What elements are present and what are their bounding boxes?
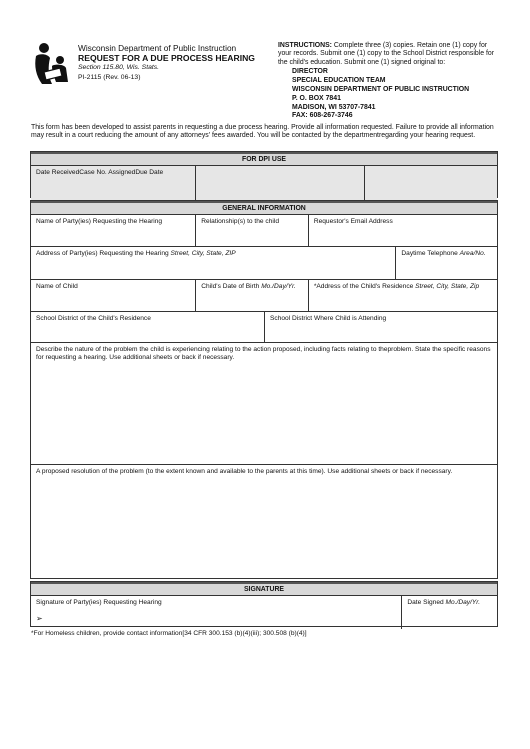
fax-number: FAX: 608-267-3746 xyxy=(292,112,353,119)
child-address-field[interactable] xyxy=(308,280,497,311)
intro-paragraph: This form has been developed to assist parents in requesting a due process hearing. Provide all information requested. Failure to provide all information may result in a court reducing the amount of any attorneys' fees awarded. You will be contacted by the departmentregarding your hearing request. xyxy=(31,124,494,140)
case-no-label: Case No. Assigned xyxy=(79,169,136,176)
date-signed-field[interactable] xyxy=(401,596,497,629)
agency-name: Wisconsin Department of Public Instruction xyxy=(78,43,237,53)
form-title: REQUEST FOR A DUE PROCESS HEARING xyxy=(78,53,255,63)
party-address-field[interactable] xyxy=(31,247,395,279)
dpi-use-band: FOR DPI USE xyxy=(31,152,497,165)
child-dob-label: Child's Date of Birth xyxy=(201,283,262,290)
parent-child-reading-logo-icon xyxy=(30,42,76,88)
email-field[interactable] xyxy=(308,215,497,246)
district-attending-field[interactable] xyxy=(264,312,497,342)
date-received-label: Date Received xyxy=(36,169,80,176)
instructions xyxy=(278,42,500,67)
statute-reference: Section 115.80, Wis. Stats. xyxy=(78,64,160,71)
signature-section xyxy=(30,581,498,627)
signature-field[interactable] xyxy=(31,596,401,629)
due-date-label: Due Date xyxy=(135,169,164,176)
instructions-label: INSTRUCTIONS: xyxy=(278,42,332,49)
homeless-footnote: *For Homeless children, provide contact information[34 CFR 300.153 (b)(4)(iii); 300.508 (b)(4)] xyxy=(31,630,307,637)
arrow-icon: ➢ xyxy=(36,614,43,623)
child-address-hint: Street, City, State, Zip xyxy=(415,283,480,290)
general-information-band: GENERAL INFORMATION xyxy=(31,201,497,214)
party-name-field[interactable] xyxy=(31,215,195,246)
child-dob-hint: Mo./Day/Yr. xyxy=(261,283,296,290)
dpi-use-section xyxy=(30,151,498,198)
address-line: DIRECTOR xyxy=(292,68,328,75)
problem-description-label: Describe the nature of the problem the child is experiencing relating to the action proposed, including facts relating to theproblem. State the specific reasons for requesting a hearing. Use additional sheets or back if necessary. xyxy=(36,346,491,362)
problem-description-field[interactable] xyxy=(31,343,497,464)
district-residence-label: School District of the Child's Residence xyxy=(36,315,151,322)
general-information-section xyxy=(30,200,498,579)
proposed-resolution-field[interactable] xyxy=(31,465,497,586)
child-name-label: Name of Child xyxy=(36,283,78,290)
case-no-field[interactable] xyxy=(195,166,363,200)
party-address-hint: Street, City, State, ZIP xyxy=(170,250,236,257)
mailing-address xyxy=(292,68,469,113)
district-attending-label: School District Where Child is Attending xyxy=(270,315,387,322)
due-date-field[interactable] xyxy=(364,166,497,200)
address-line: WISCONSIN DEPARTMENT OF PUBLIC INSTRUCTION xyxy=(292,85,470,93)
signature-label: Signature of Party(ies) Requesting Hearing xyxy=(36,599,162,606)
child-dob-field[interactable] xyxy=(195,280,308,311)
signature-band: SIGNATURE xyxy=(31,582,497,595)
party-name-label: Name of Party(ies) Requesting the Hearing xyxy=(36,218,163,225)
form-number: PI-2115 (Rev. 06-13) xyxy=(78,74,141,81)
relationship-field[interactable] xyxy=(195,215,308,246)
daytime-phone-label: Daytime Telephone xyxy=(401,250,460,257)
proposed-resolution-label: A proposed resolution of the problem (to the extent known and available to the parents at this time). Use additional sheets or back if necessary. xyxy=(36,468,453,475)
relationship-label: Relationship(s) to the child xyxy=(201,218,279,225)
district-residence-field[interactable] xyxy=(31,312,264,342)
email-label: Requestor's Email Address xyxy=(313,218,393,225)
child-address-label: *Address of the Child's Residence xyxy=(313,283,416,290)
daytime-phone-field[interactable] xyxy=(395,247,497,279)
address-line: SPECIAL EDUCATION TEAM xyxy=(292,76,386,84)
instructions-text: Complete three (3) copies. Retain one (1) copy for your records. Submit one (1) copy to the School District responsible for the child's education. Submit one (1) signed original to: xyxy=(278,42,495,66)
child-name-field[interactable] xyxy=(31,280,195,311)
date-signed-label: Date Signed xyxy=(407,599,446,606)
address-line: MADISON, WI 53707-7841 xyxy=(292,103,376,111)
address-line: P. O. BOX 7841 xyxy=(292,94,341,102)
date-signed-hint: Mo./Day/Yr. xyxy=(445,599,481,606)
party-address-label: Address of Party(ies) Requesting the Hearing xyxy=(36,250,171,257)
daytime-phone-hint: Area/No. xyxy=(459,250,486,257)
date-received-field[interactable] xyxy=(31,166,195,200)
